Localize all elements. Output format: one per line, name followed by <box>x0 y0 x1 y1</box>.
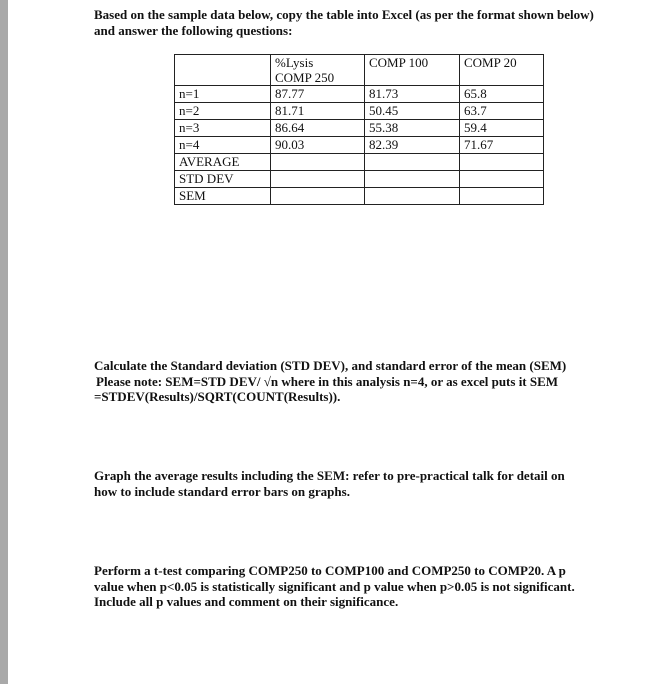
row-label-std-dev: STD DEV <box>175 171 271 188</box>
intro-line-1: Based on the sample data below, copy the table into Excel (as per the format shown below) <box>94 7 594 22</box>
empty-cell <box>271 171 365 188</box>
row-label-sem: SEM <box>175 188 271 205</box>
cell-value: 90.03 <box>271 137 365 154</box>
row-label: n=2 <box>175 103 271 120</box>
empty-cell <box>460 188 544 205</box>
cell-value: 59.4 <box>460 120 544 137</box>
document-page <box>8 0 670 684</box>
empty-cell <box>365 154 460 171</box>
stddev-line-3: =STDEV(Results)/SQRT(COUNT(Results)). <box>94 389 341 404</box>
table-row <box>175 86 544 103</box>
cell-value: 55.38 <box>365 120 460 137</box>
ttest-line-3: Include all p values and comment on their significance. <box>94 594 399 609</box>
table-header-row <box>175 55 544 86</box>
cell-value: 50.45 <box>365 103 460 120</box>
cell-value: 71.67 <box>460 137 544 154</box>
empty-cell <box>460 171 544 188</box>
cell-value: 81.71 <box>271 103 365 120</box>
table-row <box>175 137 544 154</box>
table-row <box>175 103 544 120</box>
column-header-comp100: COMP 100 <box>365 55 460 86</box>
cell-value: 87.77 <box>271 86 365 103</box>
stddev-line-2: Please note: SEM=STD DEV/ √n where in this analysis n=4, or as excel puts it SEM <box>96 373 559 389</box>
lysis-data-table <box>174 54 544 205</box>
table-row-std-dev <box>175 171 544 188</box>
row-label: n=4 <box>175 137 271 154</box>
row-label: n=1 <box>175 86 271 103</box>
ttest-question <box>94 563 612 610</box>
graph-line-1: Graph the average results including the SEM: refer to pre-practical talk for detail on <box>94 468 565 483</box>
stddev-line-1: Calculate the Standard deviation (STD DEV), and standard error of the mean (SEM) <box>94 358 567 373</box>
graph-line-2: how to include standard error bars on graphs. <box>94 483 350 499</box>
cell-value: 82.39 <box>365 137 460 154</box>
cell-value: 63.7 <box>460 103 544 120</box>
group-header-lysis: %Lysis <box>275 55 314 70</box>
row-label: n=3 <box>175 120 271 137</box>
row-label-average: AVERAGE <box>175 154 271 171</box>
table-row-average <box>175 154 544 171</box>
header-comp250-cell <box>271 55 365 86</box>
ttest-line-1: Perform a t-test comparing COMP250 to COMP100 and COMP250 to COMP20. A p <box>94 563 566 578</box>
left-margin-bar <box>0 0 8 684</box>
ttest-line-2: value when p<0.05 is statistically significant and p value when p>0.05 is not significant. <box>94 578 575 594</box>
empty-cell <box>365 188 460 205</box>
column-header-comp20: COMP 20 <box>460 55 544 86</box>
empty-cell <box>271 188 365 205</box>
intro-paragraph <box>94 7 612 38</box>
cell-value: 86.64 <box>271 120 365 137</box>
stddev-question <box>94 358 612 405</box>
cell-value: 81.73 <box>365 86 460 103</box>
intro-line-2: and answer the following questions: <box>94 22 293 38</box>
empty-cell <box>460 154 544 171</box>
cell-value: 65.8 <box>460 86 544 103</box>
table-row-sem <box>175 188 544 205</box>
empty-cell <box>271 154 365 171</box>
column-header-comp250: COMP 250 <box>275 70 335 85</box>
table-row <box>175 120 544 137</box>
graph-question <box>94 468 612 499</box>
empty-cell <box>365 171 460 188</box>
header-empty-cell <box>175 55 271 86</box>
